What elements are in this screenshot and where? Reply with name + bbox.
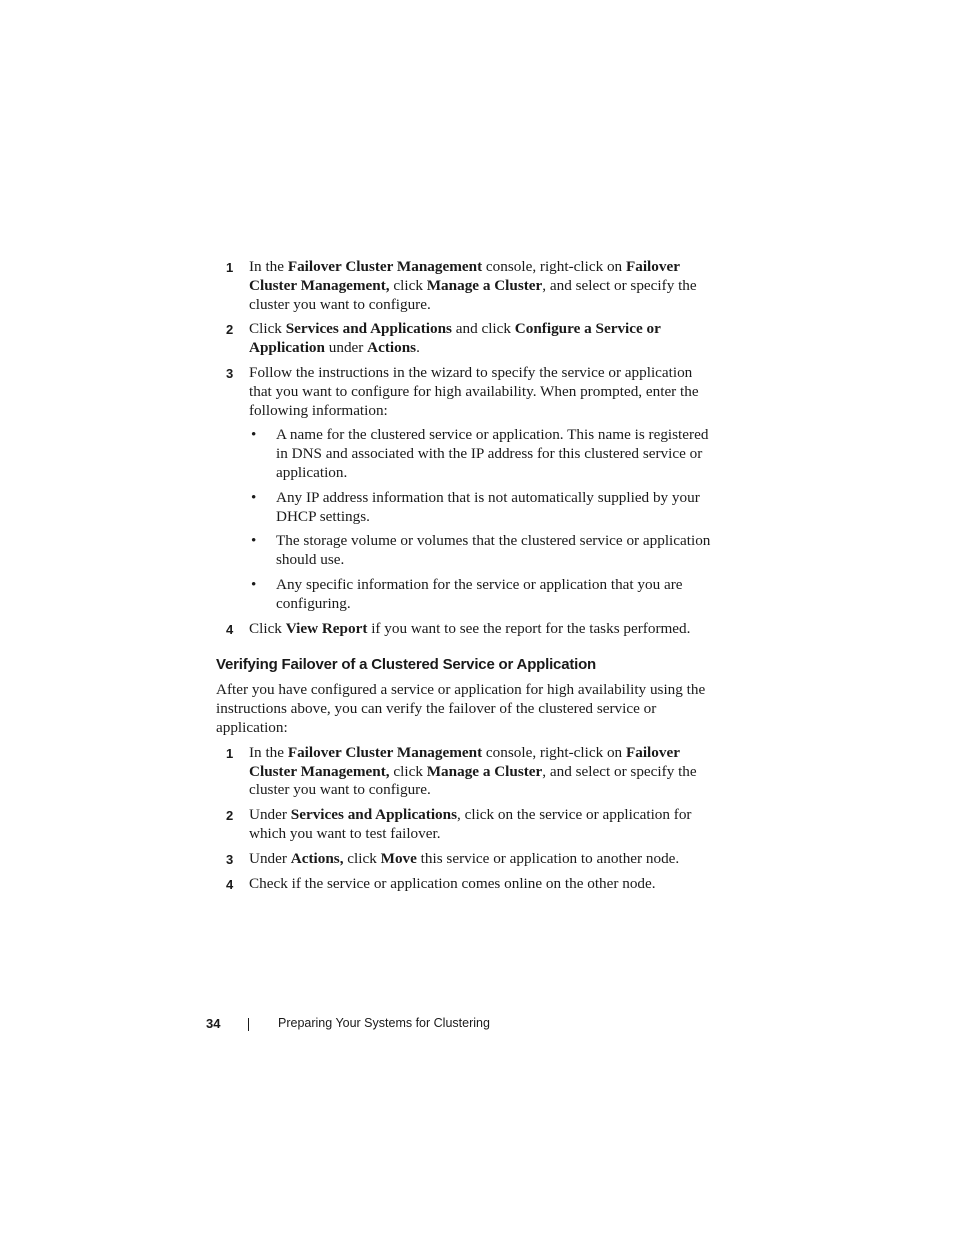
section-heading: Verifying Failover of a Clustered Service or Application [216, 656, 597, 674]
step-number: 4 [226, 876, 234, 892]
bullet-icon: • [251, 426, 257, 444]
bullet-icon: • [251, 575, 257, 593]
ui-term: Failover Cluster Management [287, 258, 483, 275]
step-number: 3 [226, 851, 234, 867]
ui-term: Failover Cluster Management, [249, 258, 680, 294]
ui-term: Services and Applications [285, 320, 452, 338]
ui-term: Configure a Service or Application [249, 320, 661, 357]
footer-title: Preparing Your Systems for Clustering [278, 1016, 490, 1030]
step-number: 4 [226, 621, 234, 637]
ui-term: Move [380, 849, 417, 867]
page-number: 34 [206, 1016, 221, 1031]
list-item: • A name for the clustered service or application. This name is registered in DNS and associated with the IP address for this clustered service or application. [251, 426, 709, 481]
footer-divider [248, 1018, 249, 1031]
ui-term: Failover Cluster Management [287, 743, 483, 761]
ui-term: View Report [285, 619, 368, 637]
verify-step-3: 3 Under Actions, click Move this service or application to another node. [216, 850, 716, 869]
list-item: • Any IP address information that is not automatically supplied by your DHCP settings. [251, 488, 700, 525]
bullet-list [249, 426, 716, 613]
ui-term: Actions [367, 339, 417, 357]
page-content [216, 258, 716, 899]
bullet-icon: • [251, 532, 257, 550]
step-number: 1 [226, 745, 234, 761]
intro-paragraph: After you have configured a service or application for high availability using the instructions above, you can verify the failover of the clustered service or application: [216, 681, 706, 736]
ui-term: Manage a Cluster [426, 762, 543, 780]
verify-step-2: 2 Under Services and Applications, click on the service or application for which you want to test failover. [226, 806, 692, 842]
step-number: 3 [226, 365, 234, 381]
step-number: 1 [226, 260, 234, 275]
step-4: 4 Click View Report if you want to see the report for the tasks performed. [216, 620, 716, 639]
ui-term: Manage a Cluster [426, 276, 543, 294]
list-item: • Any specific information for the service or application that you are configuring. [251, 575, 683, 612]
ui-term: Actions, [290, 849, 344, 867]
step-number: 2 [226, 808, 234, 824]
step-3: 3 Follow the instructions in the wizard to specify the service or application that you want to configure for high availability. When prompted, enter the following information: • A name for the clustered service or application. This name is registered in DNS and associated with the IP address for this clustered service or application. • Any IP address information that is not automatically supplied by your DHCP settings. • The storage volume or volumes that the clustered service or application should use. • Any specific information for the service or application that you are configuring. [216, 364, 716, 614]
verify-step-4: 4 Check if the service or application comes online on the other node. [216, 875, 716, 894]
step-1: 1 In the Failover Cluster Management console, right-click on Failover Cluster Management, click Manage a Cluster, and select or specify the cluster you want to configure. [226, 258, 697, 313]
ui-term: Failover Cluster Management, [249, 743, 680, 780]
step-number: 2 [226, 322, 234, 338]
verify-step-1: 1 In the Failover Cluster Management console, right-click on Failover Cluster Management, click Manage a Cluster, and select or specify the cluster you want to configure. [226, 743, 697, 799]
bullet-icon: • [251, 488, 257, 506]
list-item: • The storage volume or volumes that the clustered service or application should use. [251, 532, 711, 569]
ui-term: Services and Applications [290, 806, 458, 824]
step-2: 2 Click Services and Applications and click Configure a Service or Application under Actions. [226, 320, 661, 357]
